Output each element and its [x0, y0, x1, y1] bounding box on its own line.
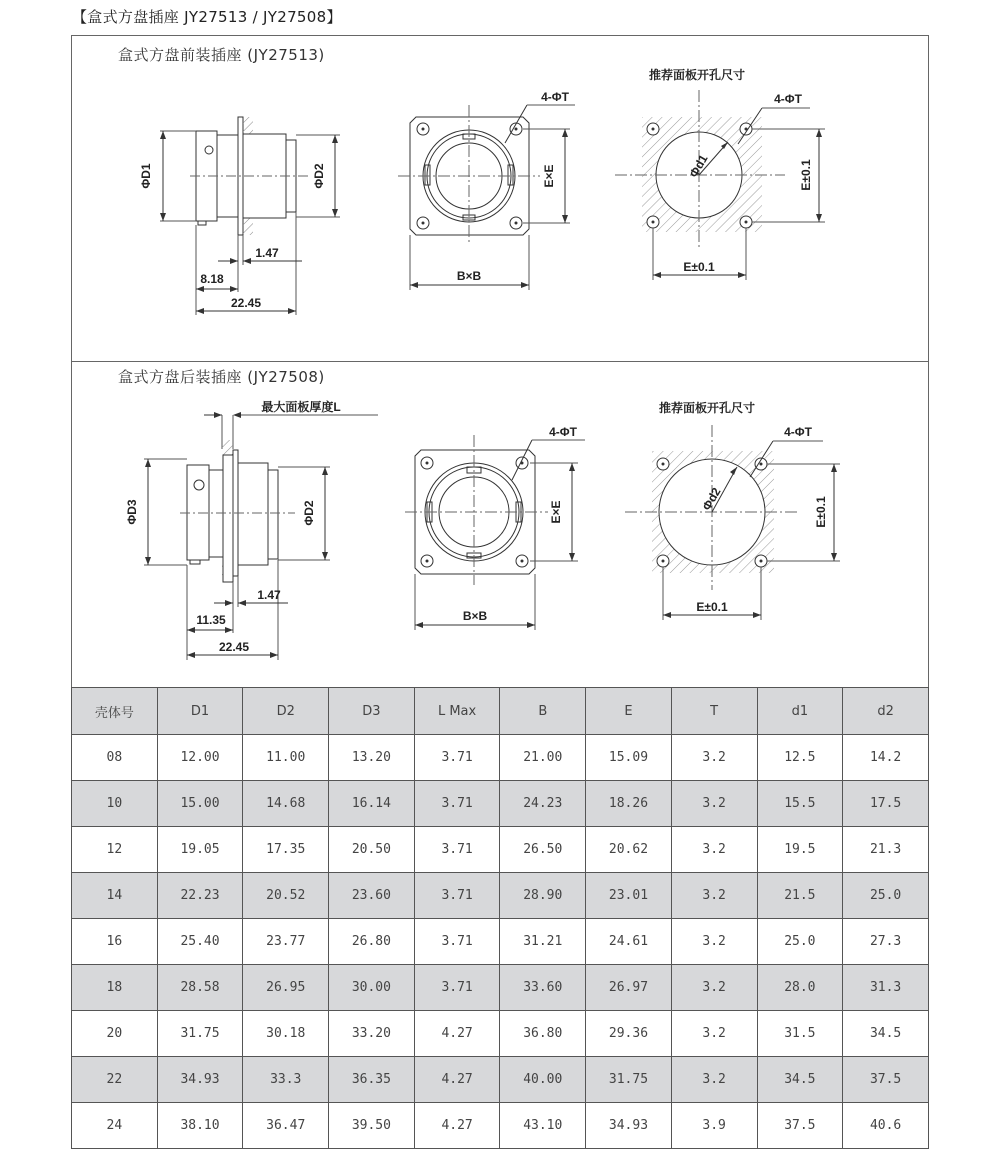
table-cell: 20.52	[243, 873, 329, 919]
section-title-front-mount: 盒式方盘前装插座 (JY27513)	[118, 46, 325, 64]
table-cell: 31.3	[843, 965, 929, 1011]
table-cell: 26.97	[586, 965, 672, 1011]
column-header: T	[671, 688, 757, 735]
table-cell: 18.26	[586, 781, 672, 827]
cutout-title: 推荐面板开孔尺寸	[648, 68, 746, 82]
table-cell: 08	[72, 735, 158, 781]
table-cell: 38.10	[157, 1103, 243, 1149]
table-cell: 27.3	[843, 919, 929, 965]
table-cell: 31.5	[757, 1011, 843, 1057]
table-row	[72, 735, 929, 781]
section-divider	[71, 361, 929, 362]
table-cell: 20.50	[329, 827, 415, 873]
table-cell: 33.20	[329, 1011, 415, 1057]
table-cell: 20	[72, 1011, 158, 1057]
hole-callout-4-phi-t: 4-ΦT	[541, 90, 569, 104]
table-cell: 12.00	[157, 735, 243, 781]
table-row	[72, 1057, 929, 1103]
column-header: L Max	[414, 688, 500, 735]
table-cell: 3.9	[671, 1103, 757, 1149]
table-cell: 4.27	[414, 1103, 500, 1149]
section-title-rear-mount: 盒式方盘后装插座 (JY27508)	[118, 368, 325, 386]
side-view-rear-mount	[125, 395, 390, 665]
column-header: d1	[757, 688, 843, 735]
table-cell: 39.50	[329, 1103, 415, 1149]
table-row	[72, 781, 929, 827]
dim-phi-d1: Φd1	[686, 152, 711, 180]
cutout-title: 推荐面板开孔尺寸	[658, 401, 756, 415]
table-cell: 30.00	[329, 965, 415, 1011]
table-cell: 34.5	[843, 1011, 929, 1057]
side-view-front-mount	[130, 100, 360, 330]
table-header-row	[72, 688, 929, 735]
table-cell: 3.71	[414, 781, 500, 827]
table-cell: 36.80	[500, 1011, 586, 1057]
front-insert	[268, 470, 278, 559]
table-cell: 4.27	[414, 1011, 500, 1057]
column-header: D3	[329, 688, 415, 735]
table-cell: 15.09	[586, 735, 672, 781]
hole-callout-4-phi-t: 4-ΦT	[774, 92, 802, 106]
table-cell: 31.21	[500, 919, 586, 965]
dim-e-vertical: E±0.1	[799, 159, 813, 191]
dim-e-by-e: E×E	[542, 164, 556, 188]
table-cell: 25.40	[157, 919, 243, 965]
table-cell: 16	[72, 919, 158, 965]
column-header: D1	[157, 688, 243, 735]
table-cell: 34.93	[157, 1057, 243, 1103]
table-cell: 28.90	[500, 873, 586, 919]
table-cell: 36.47	[243, 1103, 329, 1149]
dim-e-horizontal: E±0.1	[683, 260, 715, 274]
dim-phi-d2: ΦD2	[302, 500, 316, 526]
table-cell: 31.75	[586, 1057, 672, 1103]
table-cell: 24.23	[500, 781, 586, 827]
panel-cutout-front-mount	[610, 60, 850, 290]
table-cell: 20.62	[586, 827, 672, 873]
table-cell: 28.0	[757, 965, 843, 1011]
table-cell: 12	[72, 827, 158, 873]
table-cell: 3.2	[671, 1057, 757, 1103]
table-cell: 3.2	[671, 827, 757, 873]
table-cell: 34.5	[757, 1057, 843, 1103]
dim-flange-thickness: 1.47	[257, 588, 281, 602]
table-cell: 3.2	[671, 965, 757, 1011]
column-header: d2	[843, 688, 929, 735]
column-header: E	[586, 688, 672, 735]
panel-hatch-bottom	[243, 218, 253, 235]
dim-phi-d1: ΦD1	[139, 163, 153, 189]
table-cell: 33.60	[500, 965, 586, 1011]
table-cell: 26.50	[500, 827, 586, 873]
table-row	[72, 919, 929, 965]
table-cell: 17.35	[243, 827, 329, 873]
hole-callout-4-phi-t: 4-ΦT	[784, 425, 812, 439]
table-row	[72, 965, 929, 1011]
dim-e-by-e: E×E	[549, 500, 563, 524]
dim-flange-thickness: 1.47	[255, 246, 279, 260]
dim-phi-d2: Φd2	[699, 485, 724, 513]
table-cell: 3.71	[414, 735, 500, 781]
table-cell: 23.77	[243, 919, 329, 965]
table-cell: 22.23	[157, 873, 243, 919]
table-cell: 36.35	[329, 1057, 415, 1103]
column-header: B	[500, 688, 586, 735]
table-cell: 13.20	[329, 735, 415, 781]
table-cell: 3.71	[414, 965, 500, 1011]
table-cell: 3.71	[414, 873, 500, 919]
dim-phi-d2: ΦD2	[312, 163, 326, 189]
table-cell: 31.75	[157, 1011, 243, 1057]
table-cell: 30.18	[243, 1011, 329, 1057]
table-cell: 3.2	[671, 781, 757, 827]
table-cell: 25.0	[843, 873, 929, 919]
dim-e-horizontal: E±0.1	[696, 600, 728, 614]
table-cell: 25.0	[757, 919, 843, 965]
table-row	[72, 1011, 929, 1057]
dim-e-vertical: E±0.1	[814, 496, 828, 528]
table-cell: 24.61	[586, 919, 672, 965]
table-cell: 12.5	[757, 735, 843, 781]
panel-hatch-top	[243, 117, 253, 134]
key-tab	[190, 560, 200, 564]
column-header: D2	[243, 688, 329, 735]
panel-plate	[223, 455, 233, 582]
front-view-front-mount	[395, 85, 595, 295]
table-cell: 4.27	[414, 1057, 500, 1103]
key-tab	[198, 221, 206, 225]
table-cell: 11.00	[243, 735, 329, 781]
table-cell: 10	[72, 781, 158, 827]
table-cell: 16.14	[329, 781, 415, 827]
table-cell: 40.6	[843, 1103, 929, 1149]
table-cell: 24	[72, 1103, 158, 1149]
dim-b-by-b: B×B	[456, 269, 482, 283]
column-header: 壳体号	[72, 688, 158, 735]
table-cell: 29.36	[586, 1011, 672, 1057]
table-cell: 40.00	[500, 1057, 586, 1103]
table-cell: 3.71	[414, 919, 500, 965]
table-cell: 22	[72, 1057, 158, 1103]
table-cell: 3.2	[671, 735, 757, 781]
front-body	[238, 463, 268, 565]
table-cell: 18	[72, 965, 158, 1011]
table-cell: 21.3	[843, 827, 929, 873]
dimension-table	[71, 687, 929, 1149]
dim-total-length: 22.45	[218, 640, 250, 654]
table-cell: 15.00	[157, 781, 243, 827]
table-cell: 15.5	[757, 781, 843, 827]
table-row	[72, 1103, 929, 1149]
table-cell: 33.3	[243, 1057, 329, 1103]
dim-front-length: 8.18	[200, 272, 224, 286]
table-cell: 34.93	[586, 1103, 672, 1149]
dim-total-length: 22.45	[230, 296, 262, 310]
table-cell: 14.68	[243, 781, 329, 827]
document-title: 【盒式方盘插座 JY27513 / JY27508】	[72, 8, 342, 26]
table-cell: 28.58	[157, 965, 243, 1011]
table-cell: 3.2	[671, 1011, 757, 1057]
dim-phi-d3: ΦD3	[125, 499, 139, 525]
table-cell: 37.5	[757, 1103, 843, 1149]
table-cell: 3.71	[414, 827, 500, 873]
table-cell: 26.80	[329, 919, 415, 965]
panel-cutout-rear-mount	[620, 395, 860, 625]
table-cell: 37.5	[843, 1057, 929, 1103]
table-cell: 19.5	[757, 827, 843, 873]
table-cell: 17.5	[843, 781, 929, 827]
hole-callout-4-phi-t: 4-ΦT	[549, 425, 577, 439]
table-cell: 3.2	[671, 873, 757, 919]
table-cell: 14	[72, 873, 158, 919]
table-cell: 21.00	[500, 735, 586, 781]
table-row	[72, 827, 929, 873]
table-cell: 21.5	[757, 873, 843, 919]
front-view-rear-mount	[400, 420, 600, 635]
max-panel-thickness-label: 最大面板厚度L	[261, 400, 341, 414]
dim-b-by-b: B×B	[462, 609, 488, 623]
table-cell: 43.10	[500, 1103, 586, 1149]
table-cell: 19.05	[157, 827, 243, 873]
table-row	[72, 873, 929, 919]
table-cell: 3.2	[671, 919, 757, 965]
dim-front-length: 11.35	[196, 613, 226, 627]
table-cell: 14.2	[843, 735, 929, 781]
table-cell: 26.95	[243, 965, 329, 1011]
panel-hatch-top	[222, 440, 233, 455]
table-cell: 23.60	[329, 873, 415, 919]
table-cell: 23.01	[586, 873, 672, 919]
